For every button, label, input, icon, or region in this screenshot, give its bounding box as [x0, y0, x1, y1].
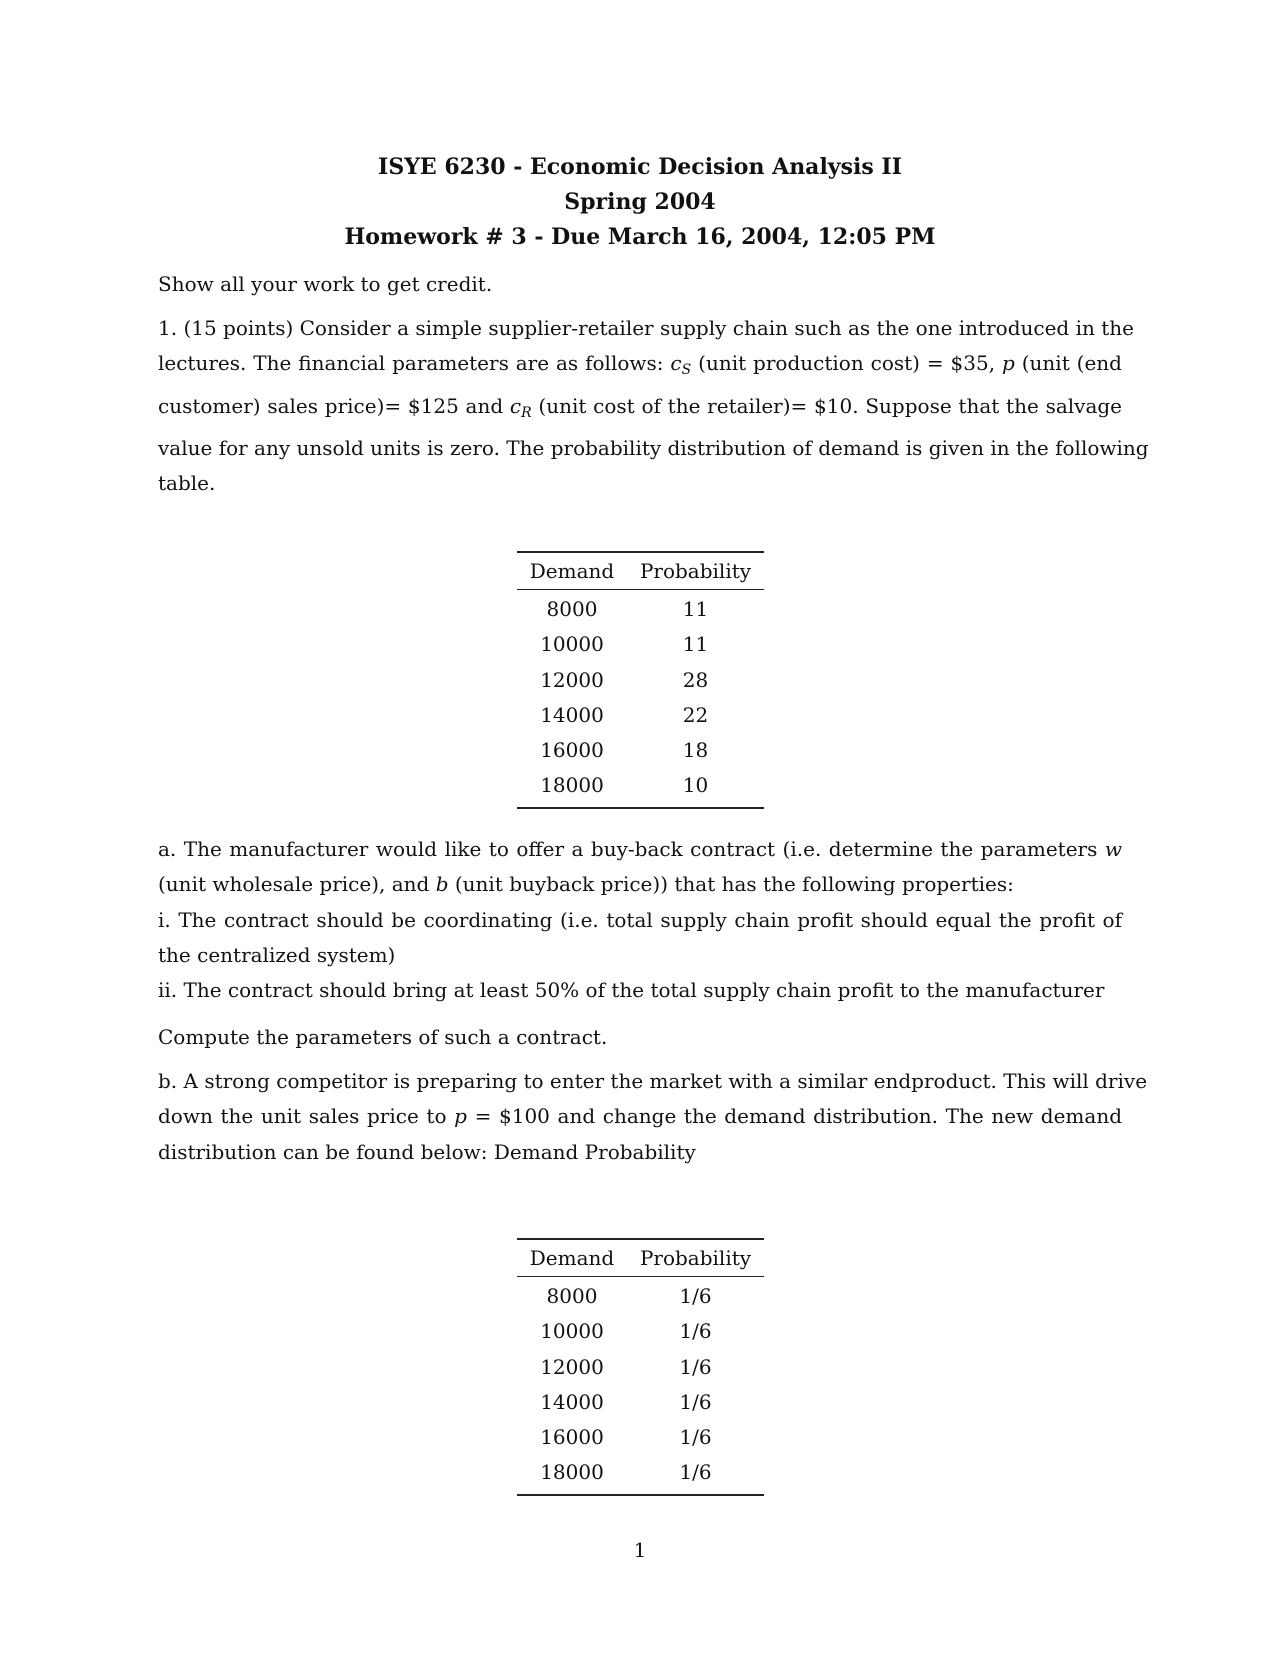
- part-a-line-5: ii. The contract should bring at least 50% of the total supply chain profit to the manufacturer: [158, 978, 1105, 1003]
- probability-cell: 1/6: [679, 1284, 712, 1308]
- instructions: Show all your work to get credit.: [158, 272, 493, 296]
- demand-cell: 18000: [540, 773, 604, 798]
- probability-cell: 1/6: [679, 1354, 712, 1379]
- table-row: [517, 733, 764, 768]
- header-probability: Probability: [639, 559, 752, 583]
- part-a-line-4: the centralized system): [158, 942, 396, 967]
- demand-cell: 12000: [540, 1354, 604, 1379]
- q1-line-5: table.: [158, 471, 216, 496]
- demand-cell: 8000: [546, 1284, 598, 1308]
- part-b-line-2: down the unit sales price to p = $100 and change the demand distribution. The new demand: [158, 1104, 1122, 1129]
- header-demand: Demand: [529, 559, 615, 583]
- part-a: [158, 832, 1122, 1008]
- probability-cell: 10: [682, 773, 709, 798]
- probability-cell: 11: [682, 597, 709, 621]
- q1-line-4: value for any unsold units is zero. The probability distribution of demand is given in the following: [158, 435, 1149, 460]
- demand-cell: 14000: [540, 1389, 604, 1414]
- part-a-line-3: i. The contract should be coordinating (i.e. total supply chain profit should equal the profit of: [158, 907, 1122, 932]
- demand-cell: 16000: [540, 1425, 604, 1450]
- compute-instruction: Compute the parameters of such a contract.: [158, 1025, 608, 1049]
- table-row: [517, 1279, 764, 1314]
- demand-cell: 10000: [540, 1319, 604, 1344]
- demand-table-2: [517, 1238, 764, 1496]
- course-title: ISYE 6230 - Economic Decision Analysis II: [378, 154, 902, 180]
- title-block: [0, 150, 1280, 255]
- probability-cell: 1/6: [679, 1319, 712, 1344]
- probability-cell: 1/6: [679, 1460, 712, 1485]
- demand-cell: 16000: [540, 738, 604, 763]
- page-number: 1: [633, 1538, 647, 1562]
- part-b: [158, 1064, 1148, 1170]
- table-row: [517, 1385, 764, 1420]
- term: Spring 2004: [564, 189, 716, 215]
- probability-cell: 22: [682, 702, 709, 727]
- probability-cell: 28: [682, 667, 709, 692]
- table-header: [517, 1240, 764, 1277]
- part-b-line-1: b. A strong competitor is preparing to enter the market with a similar endproduct. This will drive: [158, 1069, 1148, 1093]
- table-row: [517, 698, 764, 733]
- q1-line-3: customer) sales price)= $125 and $c_R$ (unit cost of the retailer)= $10. Suppose that the salvage: [158, 393, 1123, 421]
- header-probability: Probability: [639, 1246, 752, 1270]
- q1-line-2: lectures. The financial parameters are as follows: $c_S$ (unit production cost) = $35, p (unit (end: [158, 351, 1122, 379]
- table-row: [517, 768, 764, 803]
- table-row: [517, 663, 764, 698]
- table-header: [517, 553, 764, 590]
- probability-cell: 1/6: [679, 1425, 712, 1450]
- assignment-title: Homework # 3 - Due March 16, 2004, 12:05 PM: [344, 224, 936, 250]
- part-b-line-3: distribution can be found below: Demand Probability: [158, 1139, 696, 1164]
- part-a-line-2: (unit wholesale price), and b (unit buyback price)) that has the following properties:: [158, 872, 1014, 897]
- probability-cell: 18: [682, 738, 709, 763]
- demand-cell: 14000: [540, 702, 604, 727]
- header-demand: Demand: [529, 1246, 615, 1270]
- table-row: [517, 1420, 764, 1455]
- demand-cell: 18000: [540, 1460, 604, 1485]
- q1-line-1: 1. (15 points) Consider a simple supplier-retailer supply chain such as the one introduced in the: [158, 316, 1134, 340]
- probability-cell: 1/6: [679, 1389, 712, 1414]
- part-a-line-1: a. The manufacturer would like to offer a buy-back contract (i.e. determine the parameters w: [158, 837, 1122, 861]
- table-row: [517, 627, 764, 662]
- table-row: [517, 1455, 764, 1490]
- demand-table-1: [517, 551, 764, 809]
- demand-cell: 12000: [540, 667, 604, 692]
- demand-cell: 10000: [540, 632, 604, 657]
- demand-cell: 8000: [546, 597, 598, 621]
- table-row: [517, 1314, 764, 1349]
- question-1: [158, 311, 1149, 501]
- table-row: [517, 1350, 764, 1385]
- table-row: [517, 592, 764, 627]
- probability-cell: 11: [682, 632, 709, 657]
